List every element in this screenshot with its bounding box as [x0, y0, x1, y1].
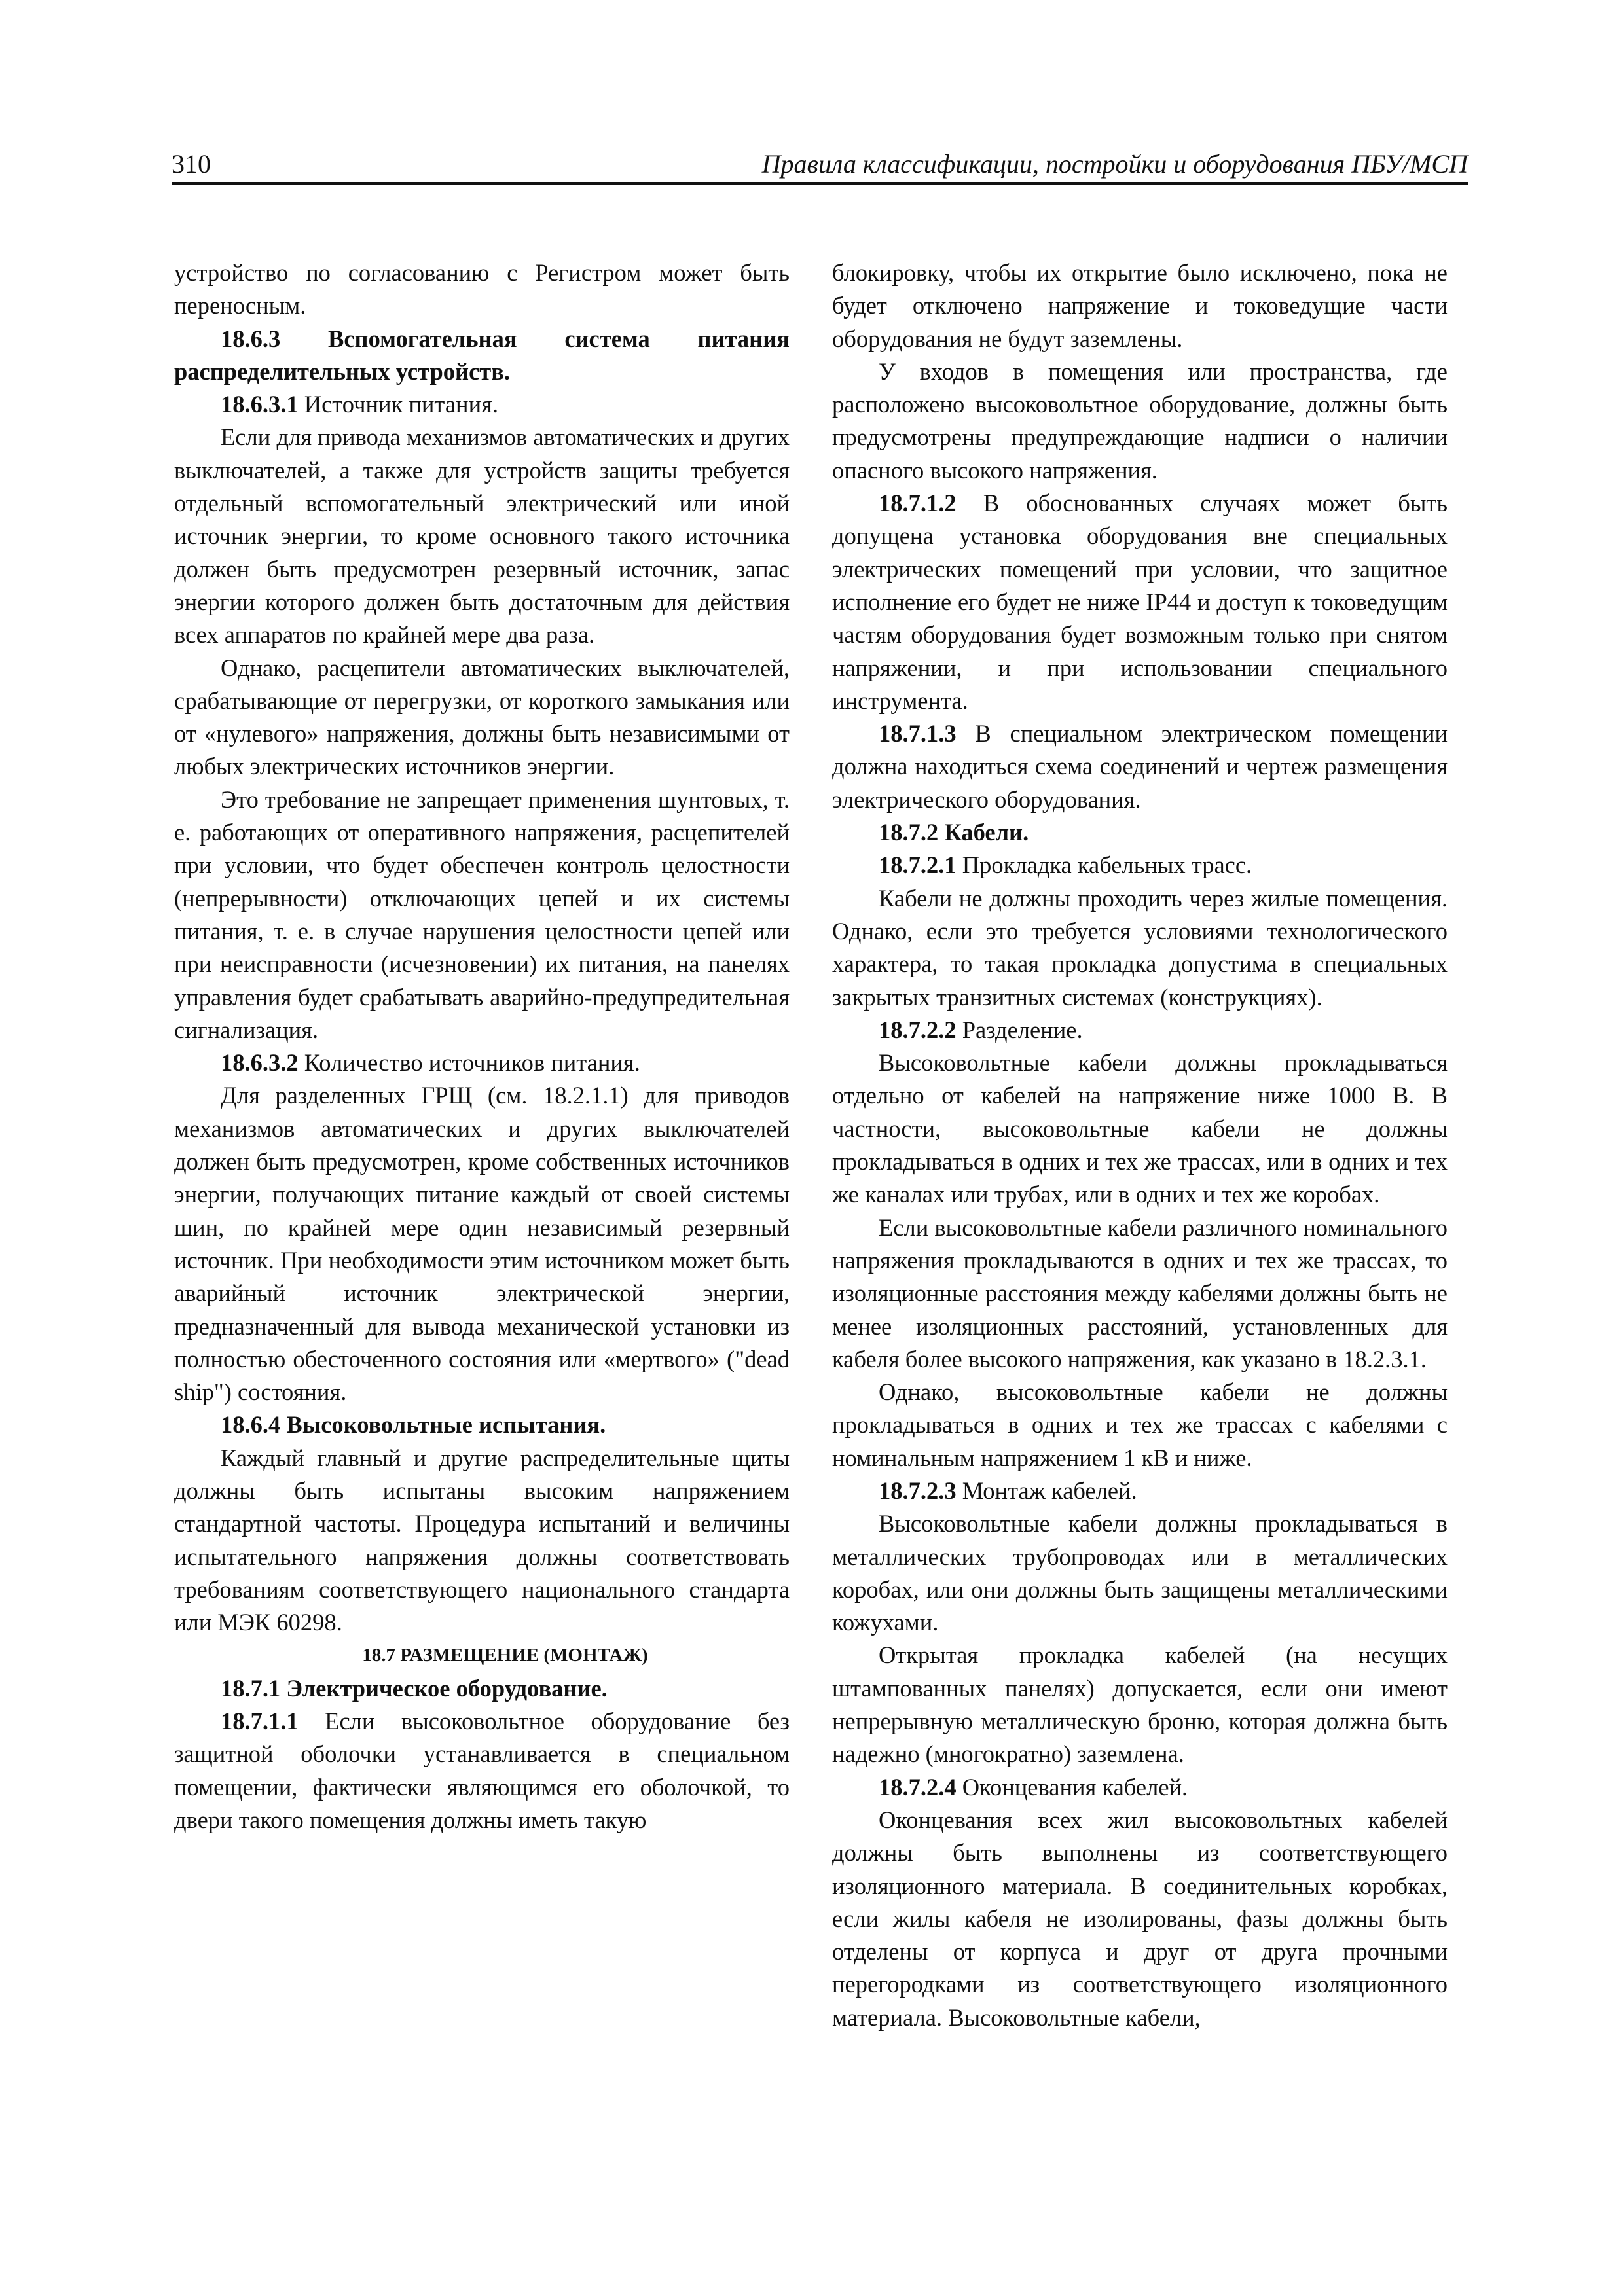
paragraph: устройство по согласованию с Регистром может быть переносным.	[174, 259, 790, 319]
clause-text: Количество источников питания.	[298, 1049, 640, 1077]
clause-text: Прокладка кабельных трасс.	[956, 852, 1252, 879]
paragraph: блокировку, чтобы их открытие было исключено, пока не будет отключено напряжение и токоведущие части оборудования не будут заземлены.	[832, 259, 1448, 352]
clause-number: 18.7.1.1	[221, 1708, 299, 1735]
paragraph: Каждый главный и другие распределительные щиты должны быть испытаны высоким напряжением стандартной частоты. Процедура испытаний и величины испытательного напряжения должны соответствовать требованиям соответствующего национального стандарта или МЭК 60298.	[174, 1444, 790, 1636]
clause-18-7-2-1	[832, 849, 1448, 882]
section-title-18-7: 18.7 РАЗМЕЩЕНИЕ (МОНТАЖ)	[362, 1645, 648, 1666]
running-title: Правила классификации, постройки и оборудования ПБУ/МСП	[761, 149, 1468, 179]
right-column	[832, 257, 1448, 2034]
paragraph: Оконцевания всех жил высоковольтных кабелей должны быть выполнены из соответствующего изоляционного материала. В соединительных коробках, если жилы кабеля не изолированы, фазы должны быть отделены от корпуса и друг от друга прочными перегородками из соответствующего изоляционного материала. Высоковольтные кабели,	[832, 1806, 1448, 2031]
paragraph: Если для привода механизмов автоматических и других выключателей, а также для устройств защиты требуется отдельный вспомогательный электрический или иной источник энергии, то кроме основного такого источника должен быть предусмотрен резервный источник, запас энергии которого должен быть достаточным для действия всех аппаратов по крайней мере два раза.	[174, 423, 790, 649]
clause-18-6-3-2	[174, 1047, 790, 1079]
clause-number: 18.7.1.2	[879, 490, 957, 517]
clause-number: 18.7.2.2	[879, 1016, 957, 1043]
clause-text: В обоснованных случаях может быть допущена установка оборудования вне специальных электрических помещений при условии, что защитное исполнение его будет не ниже IP44 и доступ к токоведущим частям оборудования будет возможным только при снятом напряжении, и при использовании специального инструмента.	[832, 490, 1448, 714]
clause-text: Монтаж кабелей.	[956, 1477, 1137, 1504]
paragraph: У входов в помещения или пространства, где расположено высоковольтное оборудование, должны быть предусмотрены предупреждающие надписи о наличии опасного высокого напряжения.	[832, 357, 1448, 484]
clause-number: 18.6.3.2	[221, 1049, 299, 1077]
clause-18-6-3-1	[174, 388, 790, 421]
clause-text: Если высоковольтное оборудование без защитной оболочки устанавливается в специальном помещении, фактически являющимся его оболочкой, то двери такого помещения должны иметь такую	[174, 1708, 790, 1833]
clause-number: 18.7.1.3	[879, 720, 957, 747]
clause-text: Источник питания.	[298, 391, 499, 418]
left-column	[174, 257, 790, 1837]
clause-text: Оконцевания кабелей.	[956, 1773, 1188, 1801]
paragraph: Открытая прокладка кабелей (на несущих штампованных панелях) допускается, если они имеют непрерывную металлическую броню, которая должна быть надежно (многократно) заземлена.	[832, 1641, 1448, 1768]
page-header	[172, 143, 1468, 185]
clause-number: 18.7.2.3	[879, 1477, 957, 1504]
clause-18-7-1-3	[832, 717, 1448, 816]
paragraph: Высоковольтные кабели должны прокладываться отдельно от кабелей на напряжение ниже 1000 В. В частности, высоковольтные кабели не должны прокладываться в одних и тех же трассах, или в одних и тех же каналах или трубах, или в одних и тех же коробах.	[832, 1049, 1448, 1208]
paragraph: Однако, высоковольтные кабели не должны прокладываться в одних и тех же трассах с кабелями с номинальным напряжением 1 кВ и ниже.	[832, 1378, 1448, 1471]
page-number: 310	[172, 149, 211, 179]
clause-text: Разделение.	[956, 1016, 1083, 1043]
heading-18-6-3: 18.6.3 Вспомогательная система питания распределительных устройств.	[174, 325, 790, 385]
clause-number: 18.7.2.1	[879, 852, 957, 879]
clause-18-7-1-1	[174, 1705, 790, 1837]
paragraph: Для разделенных ГРЩ (см. 18.2.1.1) для приводов механизмов автоматических и других выключателей должен быть предусмотрен, кроме собственных источников энергии, получающих питание каждый от своей системы шин, по крайней мере один независимый резервный источник. При необходимости этим источником может быть аварийный источник электрической энергии, предназначенный для вывода механической установки из полностью обесточенного состояния или «мертвого» ("dead ship") состояния.	[174, 1082, 790, 1406]
heading-18-7-2: 18.7.2 Кабели.	[879, 819, 1029, 846]
clause-number: 18.7.2.4	[879, 1773, 957, 1801]
clause-18-7-2-2	[832, 1014, 1448, 1047]
paragraph: Высоковольтные кабели должны прокладываться в металлических трубопроводах или в металлических коробах, или они должны быть защищены металлическими кожухами.	[832, 1510, 1448, 1636]
heading-18-6-4: 18.6.4 Высоковольтные испытания.	[221, 1411, 606, 1439]
heading-18-7-1: 18.7.1 Электрическое оборудование.	[221, 1674, 608, 1702]
paragraph: Если высоковольтные кабели различного номинального напряжения прокладываются в одних и тех же трассах, то изоляционные расстояния между кабелями должны быть не менее изоляционных расстояний, установленных для кабеля более высокого напряжения, как указано в 18.2.3.1.	[832, 1213, 1448, 1372]
clause-18-7-2-4	[832, 1771, 1448, 1804]
paragraph: Однако, расцепители автоматических выключателей, срабатывающие от перегрузки, от короткого замыкания или от «нулевого» напряжения, должны быть независимыми от любых электрических источников энергии.	[174, 654, 790, 780]
clause-text: В специальном электрическом помещении должна находиться схема соединений и чертеж размещения электрического оборудования.	[832, 720, 1448, 813]
clause-18-7-2-3	[832, 1475, 1448, 1507]
clause-number: 18.6.3.1	[221, 391, 299, 418]
paragraph: Кабели не должны проходить через жилые помещения. Однако, если это требуется условиями технологического характера, то такая прокладка допустима в специальных закрытых транзитных системах (конструкциях).	[832, 884, 1448, 1011]
paragraph: Это требование не запрещает применения шунтовых, т. е. работающих от оперативного напряжения, расцепителей при условии, что будет обеспечен контроль целостности (непрерывности) отключающих цепей и их системы питания, т. е. в случае нарушения целостности цепей или при неисправности (исчезновении) их питания, на панелях управления будет срабатывать аварийно-предупредительная сигнализация.	[174, 785, 790, 1043]
clause-18-7-1-2	[832, 487, 1448, 717]
